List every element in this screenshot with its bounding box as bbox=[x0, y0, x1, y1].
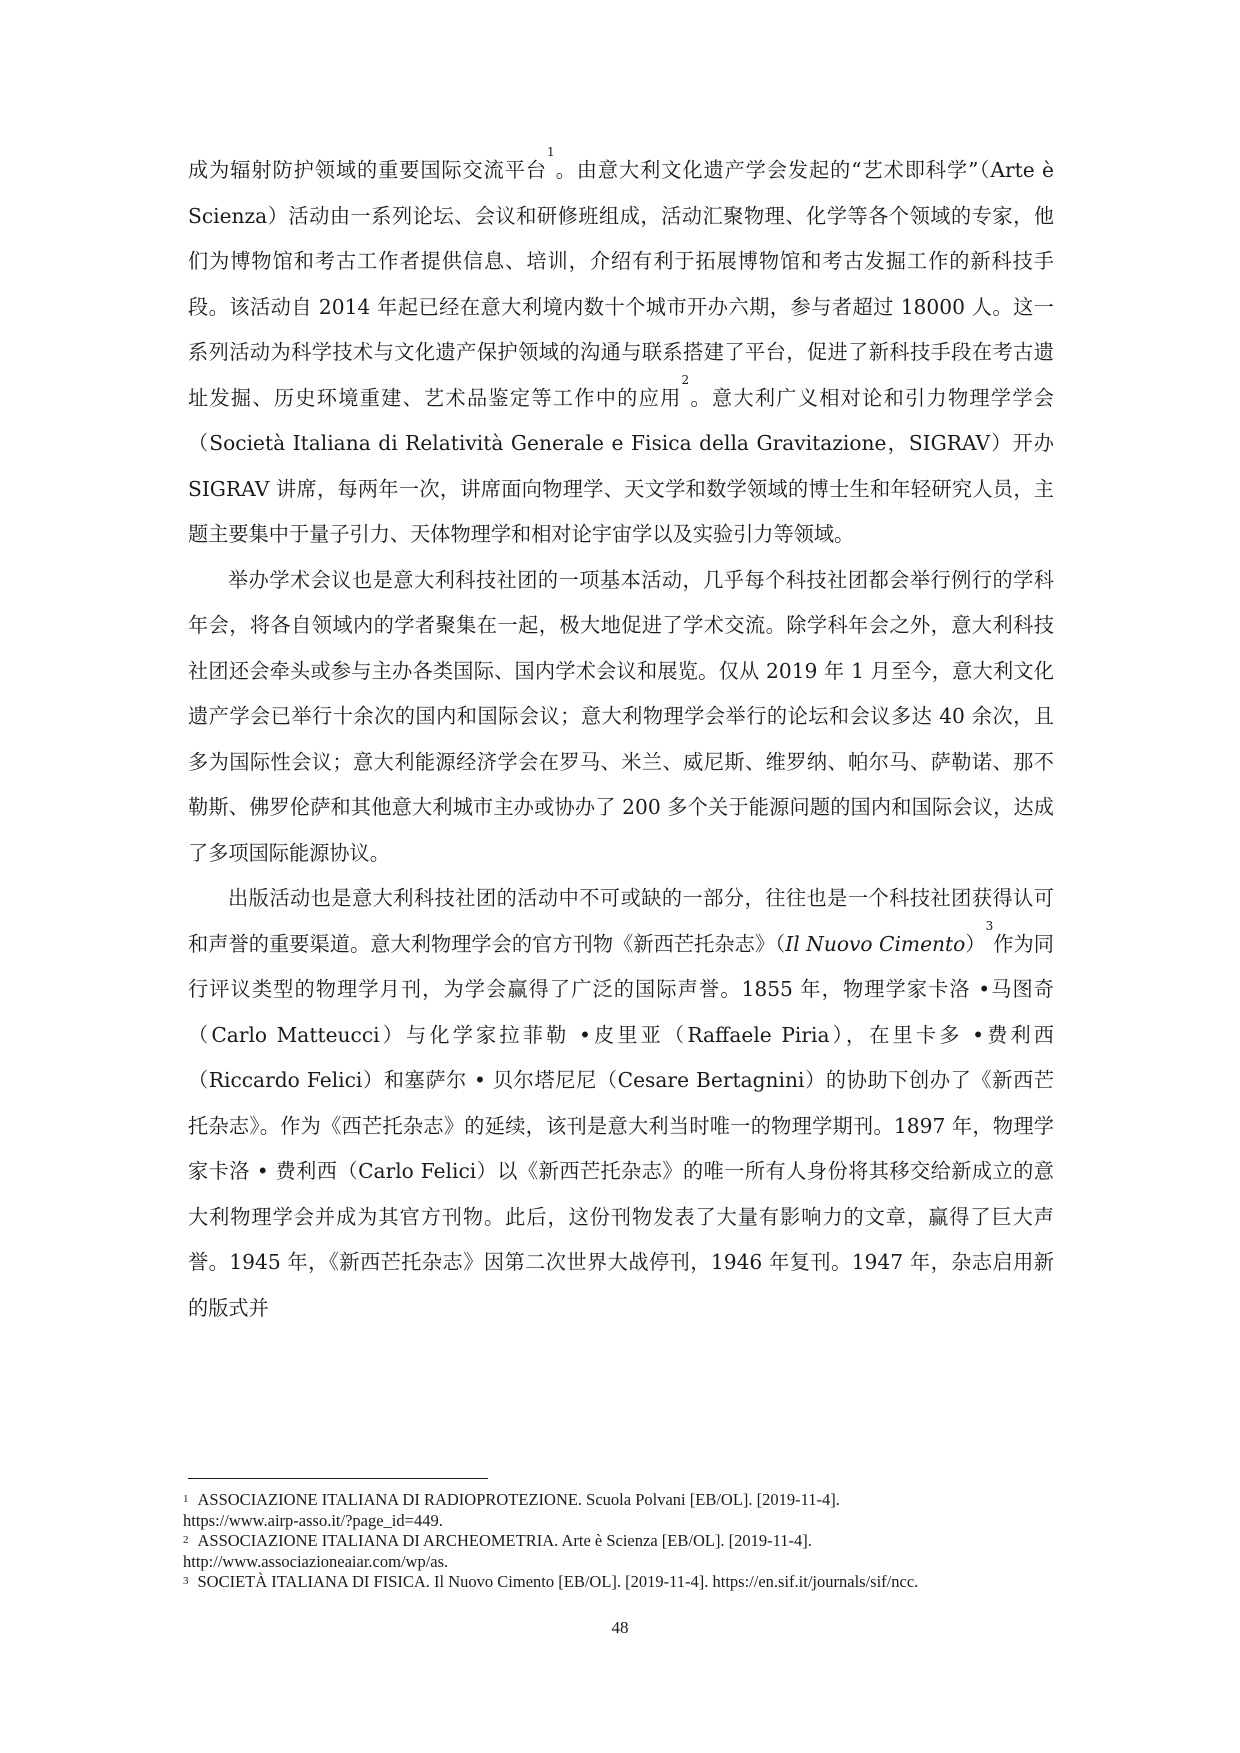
footnote-url[interactable]: http://www.associazioneaiar.com/wp/as. bbox=[183, 1551, 449, 1571]
footnotes bbox=[183, 1490, 1063, 1593]
paragraph-text: 。意大利广义相对论和引力物理学学会（Società Italiana di Relatività Generale e Fisica della Gravitazione，SIGRAV）开办 SIGRAV 讲席，每两年一次，讲席面向物理学、天文学和数学领域的博士生和年轻研究人员，主题主要集中于量子引力、天体物理学和相对论宇宙学以及实验引力等领域。 bbox=[188, 385, 1054, 546]
footnote-2 bbox=[183, 1531, 1063, 1572]
footnote-3 bbox=[183, 1572, 1063, 1593]
paragraph-text: 成为辐射防护领域的重要国际交流平台 bbox=[188, 158, 548, 182]
paragraph-conferences: 举办学术会议也是意大利科技社团的一项基本活动，几乎每个科技社团都会举行例行的学科年会，将各自领域内的学者聚集在一起，极大地促进了学术交流。除学科年会之外，意大利科技社团还会牵头或参与主办各类国际、国内学术会议和展览。仅从 2019 年 1 月至今，意大利文化遗产学会已举行十余次的国内和国际会议；意大利物理学会举行的论坛和会议多达 40 余次，且多为国际性会议；意大利能源经济学会在罗马、米兰、威尼斯、维罗纳、帕尔马、萨勒诺、那不勒斯、佛罗伦萨和其他意大利城市主办或协办了 200 多个关于能源问题的国内和国际会议，达成了多项国际能源协议。 bbox=[188, 567, 1054, 865]
paragraph-publications bbox=[188, 876, 1054, 1331]
footnote-citation: ASSOCIAZIONE ITALIANA DI RADIOPROTEZIONE. Scuola Polvani [EB/OL]. [2019-11-4]. bbox=[197, 1490, 840, 1509]
footnote-ref-2[interactable]: 2 bbox=[681, 372, 690, 387]
page-number: 48 bbox=[611, 1618, 629, 1637]
paragraph-text: ） bbox=[965, 931, 986, 956]
footnote-separator bbox=[188, 1478, 488, 1479]
paragraph-text: 。由意大利文化遗产学会发起的“艺术即科学”（Arte è Scienza）活动由一系列论坛、会议和研修班组成，活动汇聚物理、化学等各个领域的专家，他们为博物馆和考古工作者提供信息、培训，介绍有利于拓展博物馆和考古发掘工作的新科技手段。该活动自 2014 年起已经在意大利境内数十个城市开办六期，参与者超过 18000 人。这一系列活动为科学技术与文化遗产保护领域的沟通与联系搭建了平台，促进了新科技手段在考古遗址发掘、历史环境重建、艺术品鉴定等工作中的应用 bbox=[188, 158, 1054, 410]
footnote-url[interactable]: https://www.airp-asso.it/?page_id=449. bbox=[183, 1510, 443, 1530]
footnote-number: 3 bbox=[183, 1575, 189, 1587]
footnote-number: 2 bbox=[183, 1534, 189, 1546]
paragraph-radiation-and-art-science bbox=[188, 145, 1054, 558]
journal-title-italic: Il Nuovo Cimento bbox=[785, 931, 966, 956]
footnote-number: 1 bbox=[183, 1493, 189, 1505]
paragraph-text: 作为同行评议类型的物理学月刊，为学会赢得了广泛的国际声誉。1855 年，物理学家卡洛 •马图奇（Carlo Matteucci）与化学家拉菲勒 •皮里亚（Raffaele Piria），在里卡多 •费利西（Riccardo Felici）和塞萨尔 • 贝尔塔尼尼（Cesare Bertagnini）的协助下创办了《新西芒托杂志》。作为《西芒托杂志》的延续，该刊是意大利当时唯一的物理学期刊。1897 年，物理学家卡洛 • 费利西（Carlo Felici）以《新西芒托杂志》的唯一所有人身份将其移交给新成立的意大利物理学会并成为其官方刊物。此后，这份刊物发表了大量有影响力的文章，赢得了巨大声誉。1945 年，《新西芒托杂志》因第二次世界大战停刊，1946 年复刊。1947 年，杂志启用新的版式并 bbox=[188, 931, 1054, 1320]
footnote-ref-1[interactable]: 1 bbox=[547, 145, 555, 159]
footnote-ref-3[interactable]: 3 bbox=[985, 918, 994, 933]
body-text bbox=[188, 145, 1054, 1331]
footnote-citation: SOCIETÀ ITALIANA DI FISICA. Il Nuovo Cimento [EB/OL]. [2019-11-4]. https://en.sif.it/journals/sif/ncc. bbox=[197, 1572, 919, 1591]
paragraph-text: 出版活动也是意大利科技社团的活动中不可或缺的一部分，往往也是一个科技社团获得认可和声誉的重要渠道。意大利物理学会的官方刊物《新西芒托杂志》（ bbox=[188, 886, 1054, 956]
footnote-citation: ASSOCIAZIONE ITALIANA DI ARCHEOMETRIA. Arte è Scienza [EB/OL]. [2019-11-4]. bbox=[197, 1531, 812, 1550]
footnote-1 bbox=[183, 1490, 1063, 1531]
